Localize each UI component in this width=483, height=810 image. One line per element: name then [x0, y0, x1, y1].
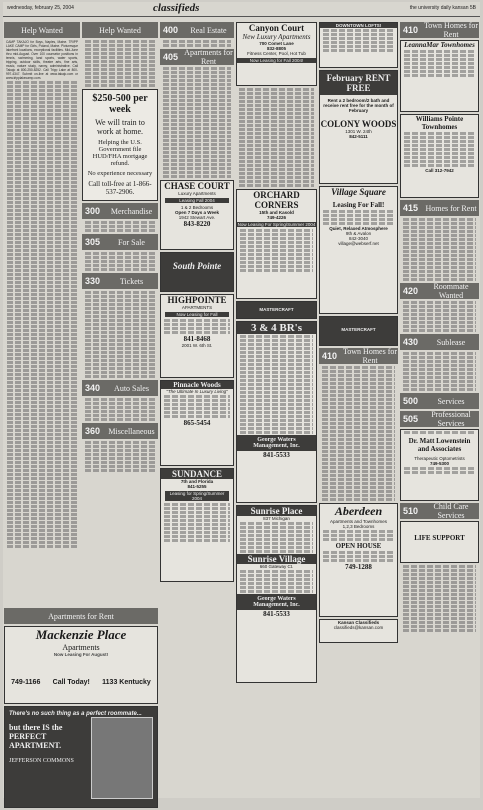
colony-name: COLONY WOODS — [320, 119, 397, 129]
williams-name: Williams Pointe Townhomes — [415, 115, 464, 131]
eye-phone: 749-5300 — [429, 461, 450, 466]
orchard-address: 15th and Kasold — [259, 210, 294, 215]
kansan-name: Kansan Classifieds — [337, 620, 380, 625]
orchard-name: ORCHARD CORNERS — [253, 190, 300, 210]
mackenzie-name: Mackenzie Place — [35, 627, 127, 642]
highpointe-sub: APARTMENTS — [181, 305, 213, 310]
leannamar-ad — [400, 40, 479, 112]
george-phone: 841-5533 — [263, 451, 290, 459]
sunrise-ad — [236, 505, 317, 683]
section-townhomes-6: 410 Town Homes for Rent — [400, 22, 479, 38]
sundance-phone: 841-5255 — [187, 484, 207, 489]
aberdeen-sub: Apartments and Townhomes — [330, 519, 387, 524]
section-homes: 415 Homes for Rent — [400, 200, 479, 216]
mackenzie-ad — [4, 626, 158, 704]
colony-address: 1301 W. 24th — [345, 129, 372, 134]
mackenzie-today: Call Today! — [52, 679, 90, 686]
hud-noexp: No experience necessary — [87, 170, 153, 177]
life-support: LIFE SUPPORT — [414, 534, 465, 542]
aberdeen-open-house: OPEN HOUSE — [335, 542, 382, 550]
village-square-ad — [319, 186, 398, 314]
column-2 — [82, 20, 158, 602]
mackenzie-leasing: Now Leasing For August! — [53, 652, 109, 657]
highpointe-phone: 841-8468 — [183, 335, 211, 343]
perfect-head: There's no such thing as a perfect roommate... — [9, 711, 142, 717]
section-child-care: 510 Child Care Services — [400, 503, 479, 519]
chase-leasing: Leasing Fall 2004 — [165, 198, 229, 203]
orchard-leasing: Now Leasing For Spring/Summer 2004 — [237, 222, 316, 227]
aberdeen-ad — [319, 503, 398, 617]
village-web: village@webserf.net — [338, 241, 379, 246]
section-for-sale: 305 For Sale — [82, 234, 158, 250]
sundance-name: SUNDANCE — [161, 469, 233, 479]
village-body: Quiet, Relaxed Atmosphere — [329, 226, 388, 231]
chase-beds: 1 & 2 Bedrooms — [180, 205, 214, 210]
chase-court-ad — [160, 180, 234, 250]
sundance-ad — [160, 468, 234, 582]
section-auto-sales: 340 Auto Sales — [82, 380, 158, 396]
column-3 — [160, 20, 234, 794]
optometrist-ad — [400, 429, 479, 501]
perfect-body: but there IS the PERFECT APARTMENT. — [9, 723, 63, 750]
village-leasing: Leasing For Fall! — [332, 201, 385, 209]
pinnacle-tagline: "The Ultimate In Luxury Living" — [166, 389, 228, 394]
colony-phone: 842-5111 — [349, 134, 368, 139]
newspaper-page — [3, 2, 480, 798]
kansan-email[interactable]: classifieds@kansan.com — [333, 625, 384, 630]
sundance-leasing: Leasing for Spring/Summer 2004 — [165, 491, 229, 501]
classified-text: CAMP TAKAJO for Boys, Naples, Maine. TRIPP LAKE CAMP for Girls, Poland, Maine. Picturesque lakefront locations, exceptional facilities. Mid-June thru mid-August. Over 100 counselor positions in tennis, swimming, land sports, water sports, tripping, outdoor skills, theatre arts, fine arts, music, nature study, nanny, administrative. Call Takajo at 800-250-8252. Call Tripp Lake at 800-997-4347. Submit on-line at www.takajo.com or www.tripplakecamp.com. — [6, 40, 78, 80]
jefferson-ad — [4, 706, 158, 808]
section-apartments: Apartments for Rent — [4, 608, 158, 624]
header-date: wednesday, february 25, 2004 — [7, 5, 74, 11]
chase-sub: Luxury Apartments — [178, 191, 216, 196]
eye-sub: Therapeutic Optometrists — [414, 456, 465, 461]
hud-headline: $250-500 per week — [92, 93, 148, 115]
chase-address: 1942 Stewart Ave. — [178, 215, 216, 220]
pinnacle-phone: 865-5454 — [183, 419, 211, 427]
section-merchandise: 300 Merchandise — [82, 203, 158, 219]
highpointe-address: 2001 W. 6th St. — [181, 343, 213, 348]
mackenzie-address: 1133 Kentucky — [102, 679, 151, 686]
canyon-address: 700 Comet Lane — [259, 41, 294, 46]
section-professional: 505 Professional Services — [400, 411, 479, 427]
mastercraft-ad-2: MASTERCRAFT — [319, 316, 398, 346]
canyon-extra: Fitness Center, Pool, Hot Tub — [247, 51, 306, 56]
hud-train: We will train to work at home. — [95, 118, 145, 136]
eye-name: Dr. Matt Lowenstein and Associates — [408, 437, 471, 453]
jefferson-brand: JEFFERSON COMMONS — [9, 758, 74, 764]
aberdeen-phone: 749-1288 — [345, 563, 372, 571]
roommate-photo — [91, 717, 153, 799]
column-5 — [319, 20, 398, 794]
sunrise-place: Sunrise Place — [237, 506, 316, 516]
canyon-phone: 832-8805 — [266, 46, 287, 51]
canyon-name: Canyon Court — [248, 23, 305, 33]
highpointe-name: HIGHPOINTE — [167, 295, 227, 305]
hud-help: Helping the U.S. Government file HUD/FHA mortgage refund. — [92, 139, 148, 167]
canyon-sub: New Luxury Apartments — [242, 33, 311, 41]
header-section: classifieds — [153, 2, 200, 14]
george-waters-ad — [236, 321, 317, 503]
hud-phone: Call toll-free at 1-866-537-2906. — [88, 180, 152, 196]
mackenzie-phone: 749-1166 — [11, 679, 41, 686]
george2-phone: 841-5533 — [263, 610, 290, 618]
williams-phone: Call 312-7942 — [425, 168, 454, 173]
section-help-wanted: Help Wanted — [4, 22, 80, 38]
kansan-classifieds-ad — [319, 619, 398, 643]
south-pointe-ad — [160, 252, 234, 292]
village-address: 9th & Avalon — [345, 231, 372, 236]
mastercraft-ad-1: MASTERCRAFT — [236, 301, 317, 319]
highpointe-leasing: Now Leasing for Fall — [165, 312, 229, 317]
canyon-leasing: Now Leasing for Fall 2004! — [237, 58, 316, 63]
col1-bottom — [4, 606, 158, 810]
page-header — [3, 2, 480, 17]
chase-phone: 843-8220 — [183, 220, 211, 228]
sunrise-village-address: 660 Gateway Ct. — [259, 564, 294, 569]
column-4 — [236, 20, 317, 794]
chase-open: Open 7 Days a Week — [175, 210, 219, 215]
downtown-headline: DOWNTOWN LOFTS! — [320, 23, 397, 28]
aberdeen-name: Aberdeen — [334, 504, 383, 518]
village-name: Village Square — [331, 187, 386, 197]
williams-pointe-ad — [400, 114, 479, 198]
canyon-court-ad — [236, 22, 317, 86]
section-roommate: 420 Roommate Wanted — [400, 283, 479, 299]
pinnacle-ad — [160, 380, 234, 466]
brs-headline: 3 & 4 BR's — [237, 322, 316, 334]
orchard-ad — [236, 189, 317, 299]
leannamar-name: LeannaMar Townhomes — [404, 41, 475, 49]
chase-name: CHASE COURT — [164, 181, 230, 191]
south-pointe-name: South Pointe — [172, 261, 222, 271]
village-phone: 842-3040 — [348, 236, 369, 241]
pinnacle-name: Pinnacle Woods — [161, 381, 233, 389]
section-townhomes: 410 Town Homes for Rent — [319, 348, 398, 364]
george-name: George Waters Management, Inc. — [237, 435, 316, 451]
section-sublease: 430 Sublease — [400, 334, 479, 350]
header-paper: the university daily kansan 5B — [409, 5, 476, 11]
sunrise-village: Sunrise Village — [237, 554, 316, 564]
section-real-estate: 400 Real Estate — [160, 22, 234, 38]
mackenzie-sub: Apartments — [62, 643, 100, 652]
section-apartments-3: 405 Apartments for Rent — [160, 49, 234, 65]
section-misc: 360 Miscellaneous — [82, 423, 158, 439]
section-tickets: 330 Tickets — [82, 273, 158, 289]
colony-woods-ad — [319, 70, 398, 184]
aberdeen-beds: 1,2,3 Bedrooms — [342, 524, 375, 529]
feb-free-headline: February RENT FREE — [320, 71, 397, 95]
hud-ad — [82, 89, 158, 201]
downtown-lofts-ad — [319, 22, 398, 68]
orchard-phone: 749-4226 — [266, 215, 287, 220]
section-help-wanted-2: Help Wanted — [82, 22, 158, 38]
life-support-ad — [400, 521, 479, 563]
sundance-address: 7th and Florida — [180, 479, 214, 484]
sunrise-address: 837 Michigan — [263, 516, 290, 521]
highpointe-ad — [160, 294, 234, 378]
column-6 — [400, 20, 479, 794]
george2-name: George Waters Management, Inc. — [237, 594, 316, 610]
section-services: 500 Services — [400, 393, 479, 409]
feb-free-body: Rent a 2 bedroom/2 bath and receive rent free for the month of February — [323, 98, 394, 113]
